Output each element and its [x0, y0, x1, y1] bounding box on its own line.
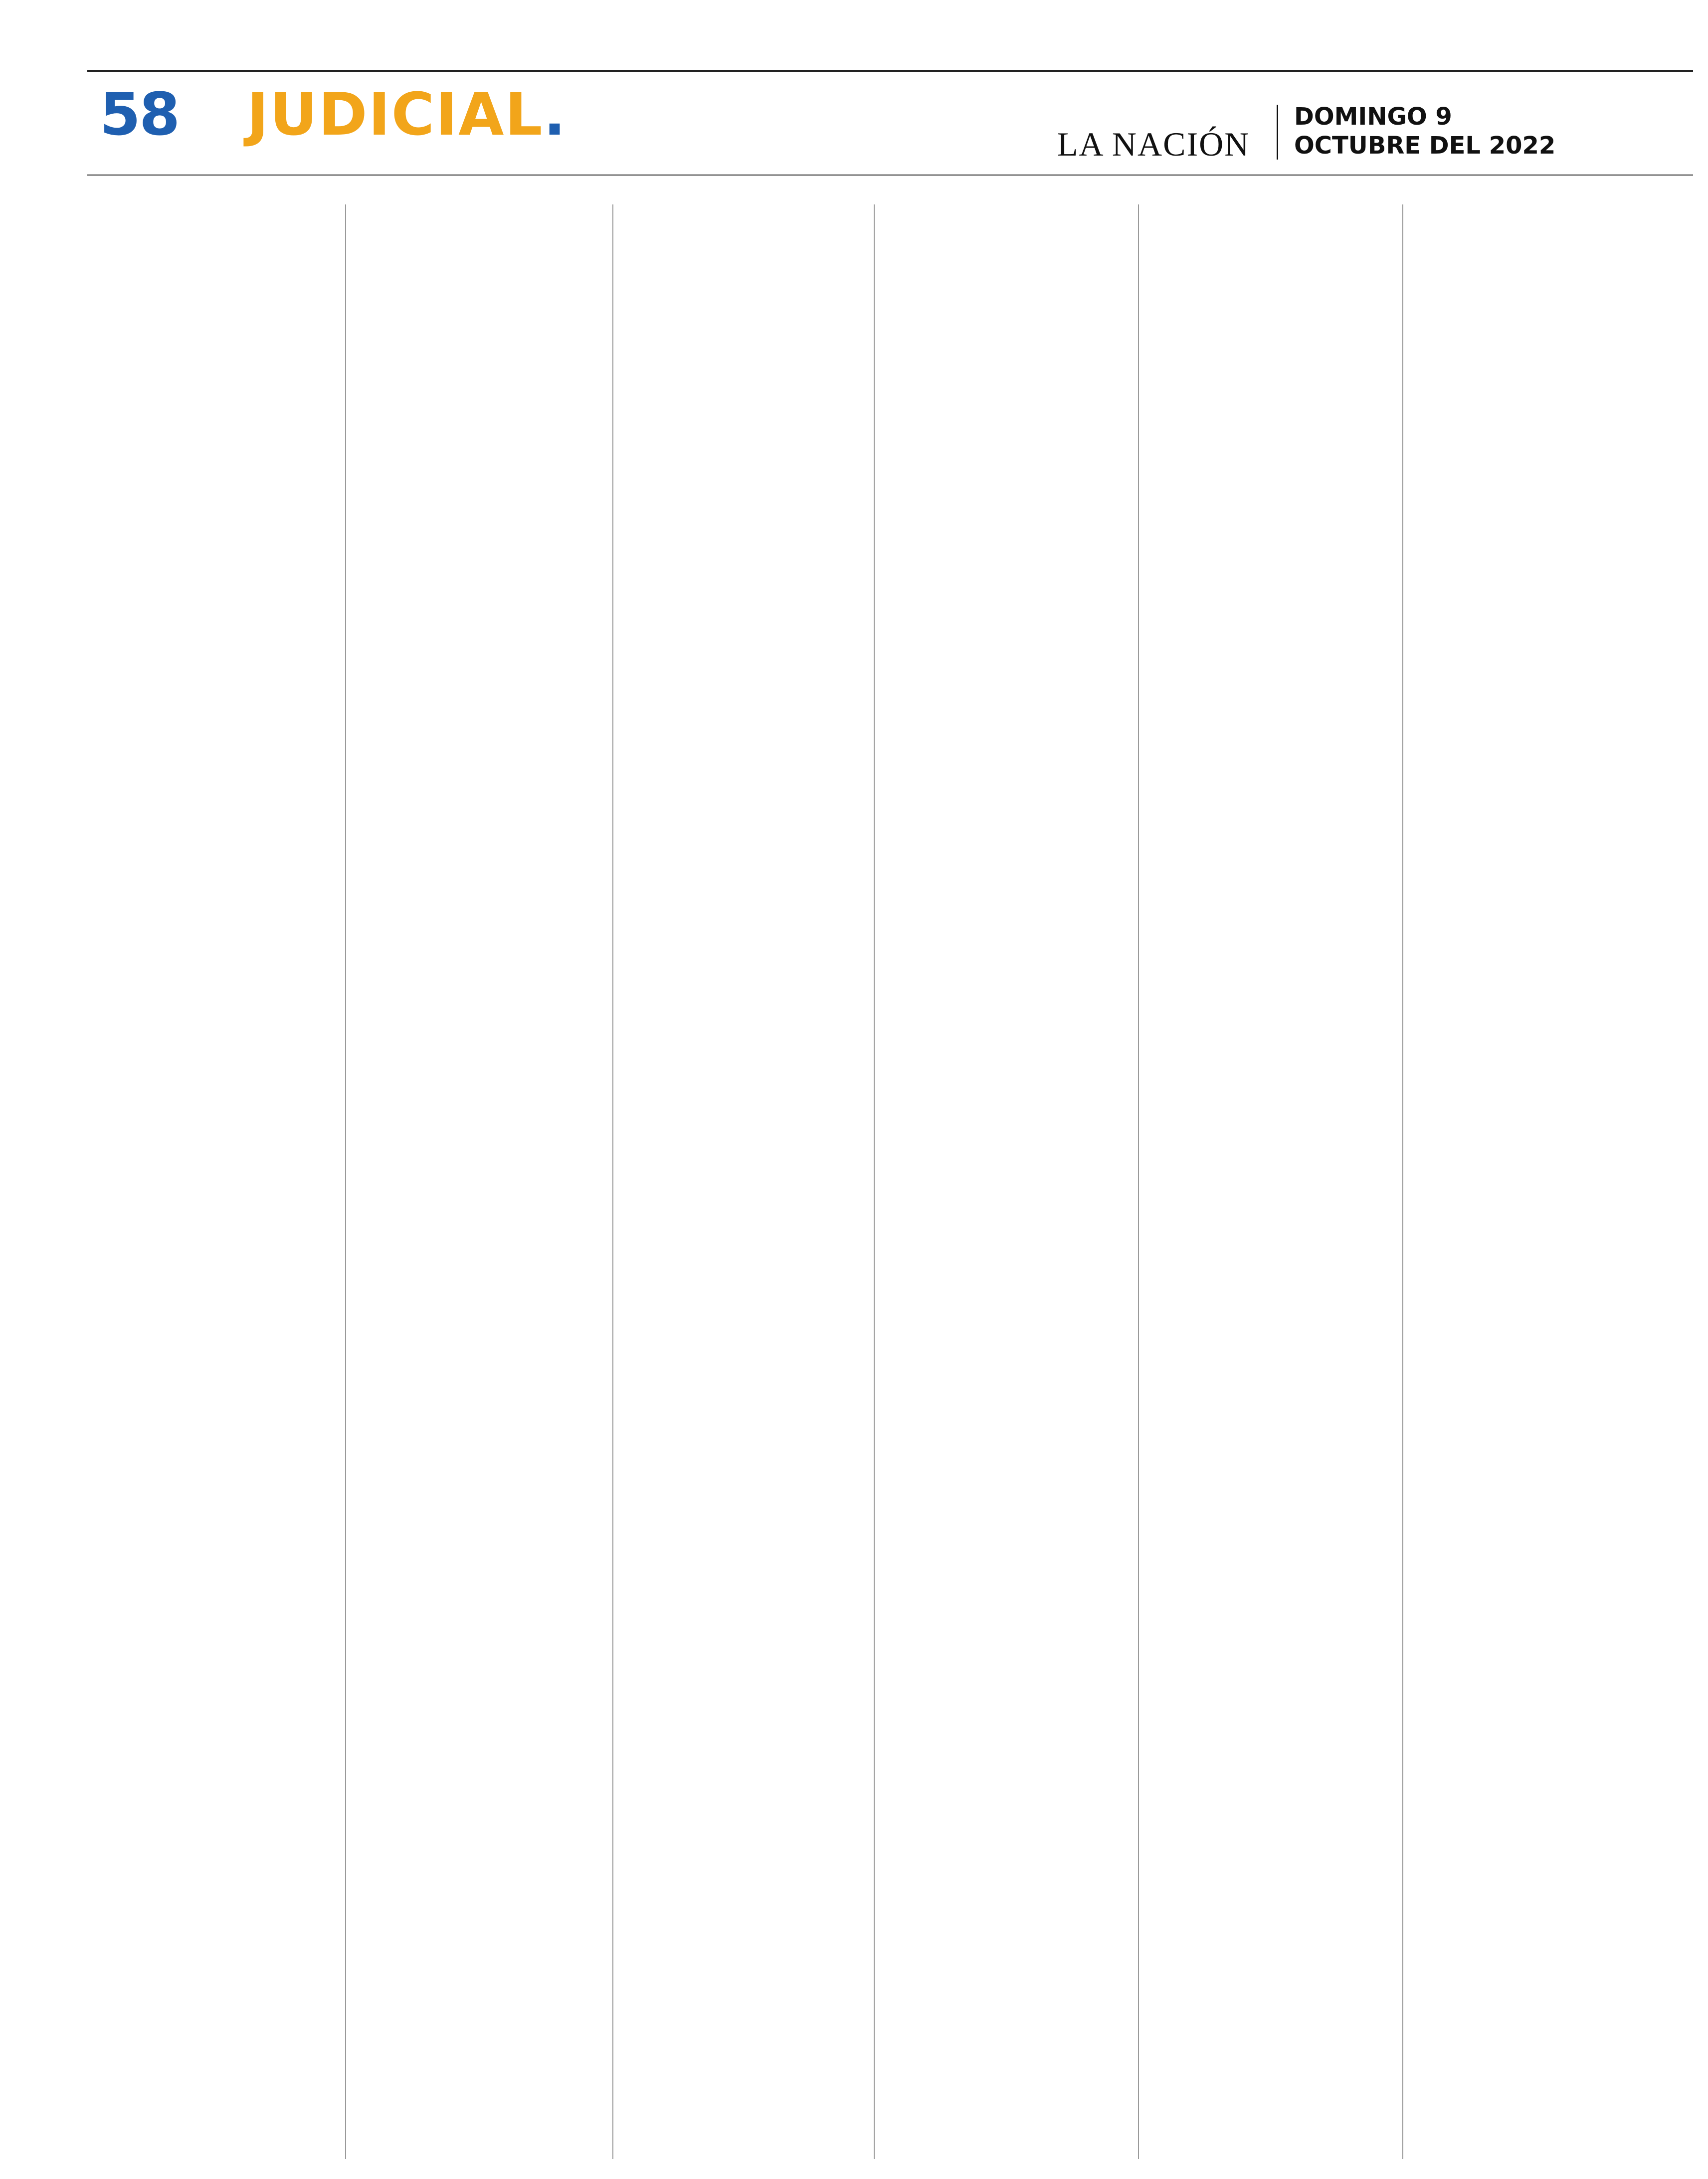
- issue-date-line1: DOMINGO 9: [1294, 103, 1452, 131]
- column-1: [87, 202, 339, 2159]
- masthead-separator: [1277, 105, 1278, 160]
- issue-date: [1294, 102, 1555, 160]
- issue-date-line2: OCTUBRE DEL 2022: [1294, 132, 1556, 160]
- column-divider: [345, 204, 346, 2159]
- column-2: [354, 202, 606, 2159]
- page-number: 58: [100, 80, 179, 149]
- column-divider: [612, 204, 613, 2159]
- column-6: [1411, 202, 1663, 2159]
- masthead: LA NACIÓN: [1057, 125, 1250, 163]
- column-divider: [874, 204, 875, 2159]
- top-rule: [87, 70, 1693, 72]
- header-rule: [87, 175, 1693, 176]
- section-title: [247, 80, 567, 149]
- section-title-dot: .: [543, 80, 567, 149]
- column-divider: [1402, 204, 1403, 2159]
- column-4: [883, 202, 1135, 2159]
- section-title-text: JUDICIAL: [247, 80, 544, 149]
- column-divider: [1138, 204, 1139, 2159]
- column-5: [1147, 202, 1399, 2159]
- column-3: [622, 202, 874, 2159]
